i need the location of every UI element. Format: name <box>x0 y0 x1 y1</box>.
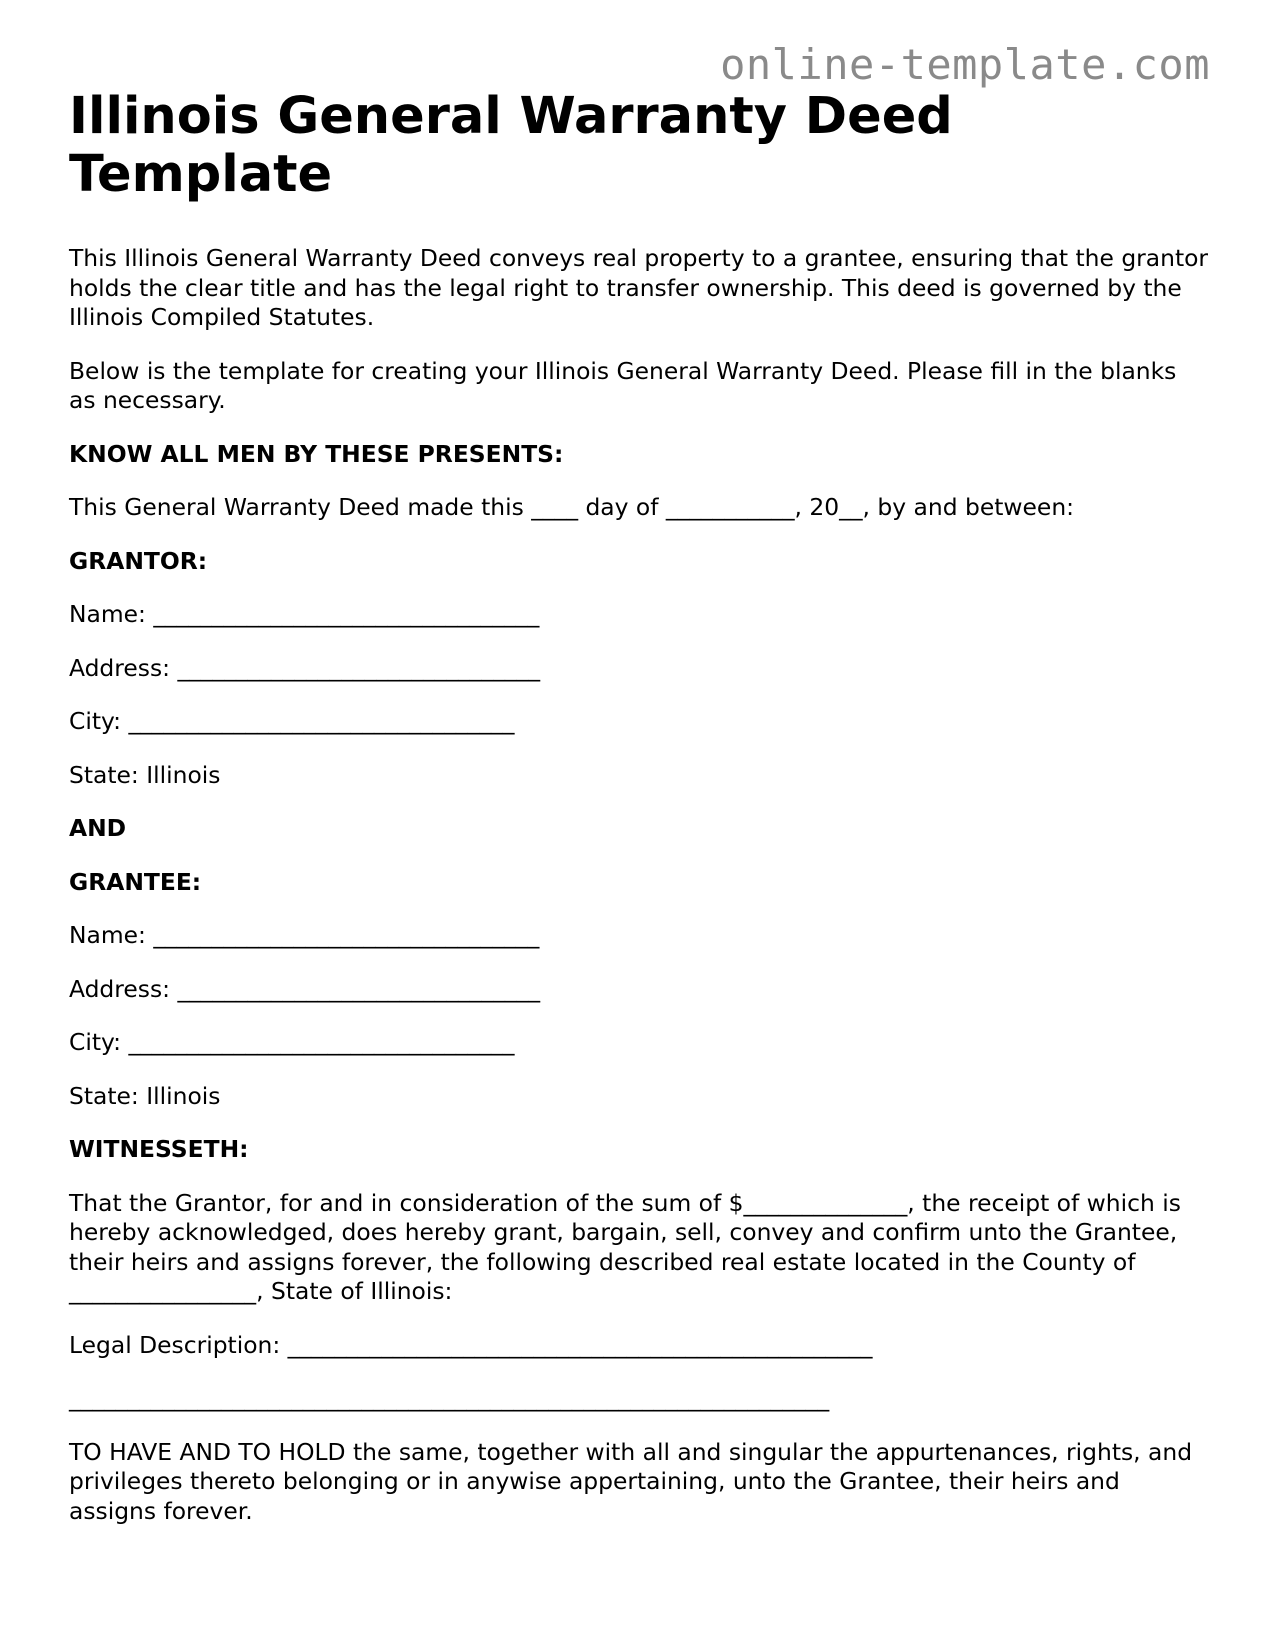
intro-paragraph: This Illinois General Warranty Deed conveys real property to a grantee, ensuring that the grantor holds the clear title and has the legal right to transfer ownership. This deed is governed by the Illinois Compiled Statutes. <box>69 244 1209 331</box>
grantee-name-field: Name: _________________________________ <box>69 921 540 949</box>
legal-description-field: Legal Description: __________________________________________________ <box>69 1330 873 1359</box>
grantor-heading: GRANTOR: <box>69 546 208 575</box>
grantor-name-field: Name: _________________________________ <box>69 600 540 628</box>
grantor-city-field: City: _________________________________ <box>69 707 515 735</box>
witnesseth-body: That the Grantor, for and in consideration of the sum of $______________, the receipt of which is hereby acknowledged, does hereby grant, bargain, sell, convey and confirm unto the Grantee, their heirs and assigns forever, the following described real estate located in the County of ________________, State of Illinois: <box>69 1188 1181 1305</box>
grantor-state-field: State: Illinois <box>69 760 221 789</box>
grantee-state-field: State: Illinois <box>69 1081 221 1110</box>
grantor-address-field: Address: _______________________________ <box>69 653 541 682</box>
habendum-clause: TO HAVE AND TO HOLD the same, together with all and singular the appurtenances, rights, and privileges thereto belonging or in anywise appertaining, unto the Grantee, their heirs and assigns forever. <box>69 1437 1193 1525</box>
legal-description-line-2: _________________________________________________________________ <box>69 1384 830 1412</box>
grantee-city-field: City: _________________________________ <box>69 1028 515 1056</box>
instructions-paragraph: Below is the template for creating your Illinois General Warranty Deed. Please fill in the blanks as necessary. <box>69 356 1177 414</box>
witnesseth-heading: WITNESSETH: <box>69 1135 249 1163</box>
grantee-heading: GRANTEE: <box>69 867 202 896</box>
grantee-address-field: Address: _______________________________ <box>69 974 541 1003</box>
know-all-men-heading: KNOW ALL MEN BY THESE PRESENTS: <box>69 439 564 468</box>
watermark: online-template.com <box>720 40 1210 89</box>
page-title: Illinois General Warranty Deed Template <box>69 87 953 204</box>
and-separator: AND <box>69 814 127 842</box>
deed-date-line: This General Warranty Deed made this ____ day of ___________, 20__, by and between: <box>69 493 1075 521</box>
document-page <box>69 88 1209 1526</box>
